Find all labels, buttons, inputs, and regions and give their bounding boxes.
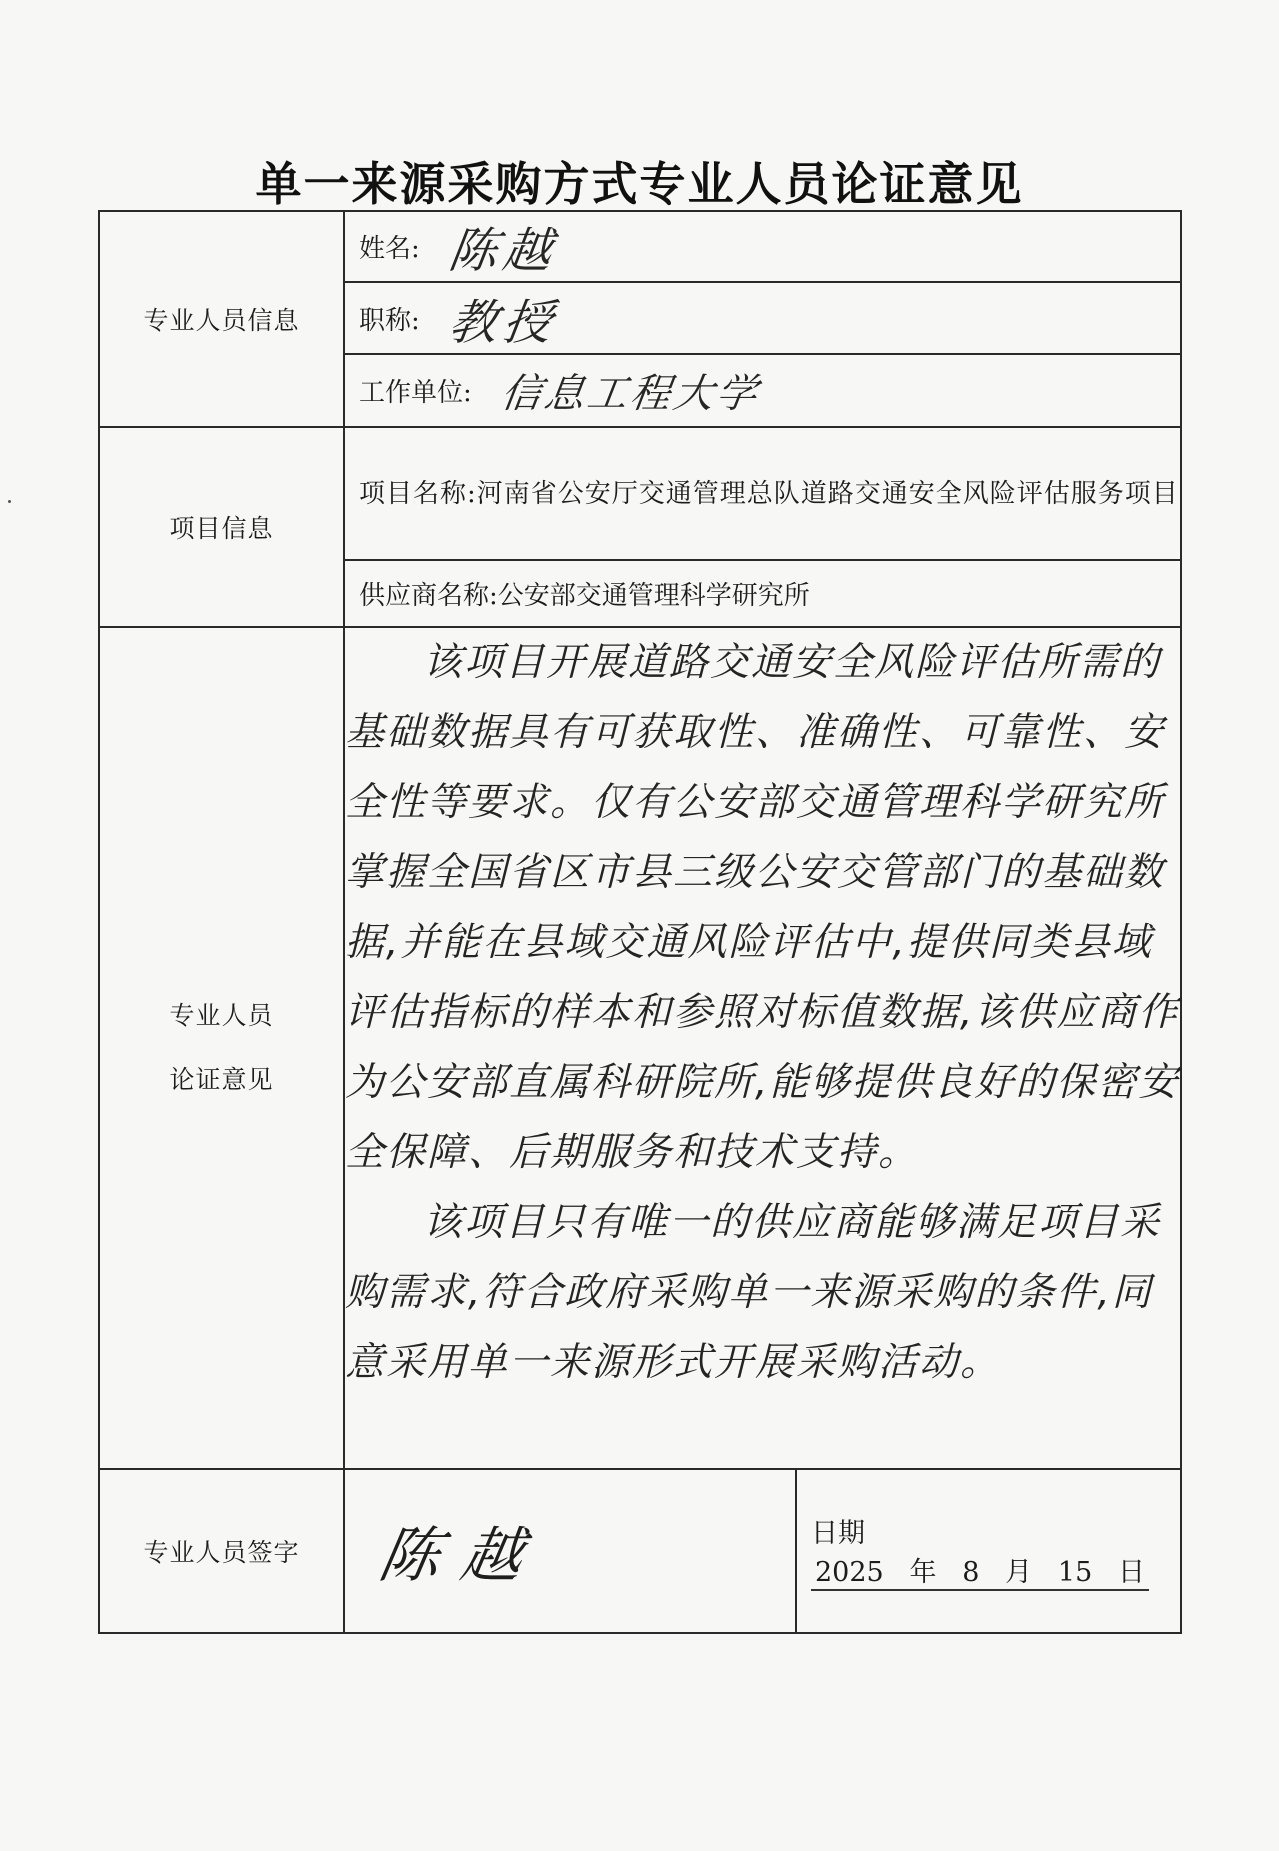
name-row bbox=[344, 211, 1181, 282]
date-year: 2025 bbox=[815, 1557, 884, 1588]
handwritten-signature: 陈越 bbox=[330, 1469, 811, 1633]
supplier-name: 供应商名称:公安部交通管理科学研究所 bbox=[344, 560, 1181, 627]
title-value: 教授 bbox=[445, 294, 562, 351]
name-value: 陈越 bbox=[445, 223, 562, 279]
unit-label: 工作单位: bbox=[359, 378, 472, 408]
project-section-label: 项目信息 bbox=[99, 427, 344, 627]
opinion-section-label bbox=[99, 627, 344, 1469]
date-value bbox=[811, 1550, 1149, 1591]
page-title: 单一来源采购方式专业人员论证意见 bbox=[255, 157, 1024, 211]
opinion-paragraph-2: 该项目只有唯一的供应商能够满足项目采购需求,符合政府采购单一来源采购的条件,同意采用单一来源形式开展采购活动。 bbox=[345, 1200, 1162, 1385]
project-name: 项目名称:河南省公安厅交通管理总队道路交通安全风险评估服务项目 bbox=[344, 427, 1181, 560]
name-label: 姓名: bbox=[359, 234, 420, 264]
opinion-text bbox=[344, 627, 1181, 1469]
unit-row bbox=[344, 354, 1181, 427]
date-day: 15 bbox=[1057, 1557, 1093, 1588]
opinion-paragraph-1: 该项目开展道路交通安全风险评估所需的基础数据具有可获取性、准确性、可靠性、安全性等要求。仅有公安部交通管理科学研究所掌握全国省区市县三级公安交管部门的基础数据,并能在县域交通风险评估中,提供同类县域评估指标的样本和参照对标值数据,该供应商作为公安部直属科研院所,能够提供良好的保密安全保障、后期服务和技术支持。 bbox=[345, 640, 1180, 1175]
date-field bbox=[796, 1469, 1181, 1633]
date-day-unit: 日 bbox=[1118, 1557, 1146, 1588]
title-row bbox=[344, 282, 1181, 354]
date-month: 8 bbox=[962, 1557, 980, 1588]
title-label: 职称: bbox=[359, 305, 420, 336]
date-year-unit: 年 bbox=[909, 1557, 937, 1588]
date-month-unit: 月 bbox=[1005, 1557, 1033, 1588]
opinion-form bbox=[98, 210, 1182, 1634]
signature-section-label: 专业人员签字 bbox=[99, 1469, 344, 1633]
opinion-label-line2: 论证意见 bbox=[169, 1065, 274, 1094]
scan-speck bbox=[8, 500, 11, 503]
info-section-label: 专业人员信息 bbox=[99, 211, 344, 427]
unit-value: 信息工程大学 bbox=[498, 371, 763, 417]
date-label: 日期 bbox=[811, 1518, 865, 1549]
opinion-label-line1: 专业人员 bbox=[169, 1001, 274, 1030]
